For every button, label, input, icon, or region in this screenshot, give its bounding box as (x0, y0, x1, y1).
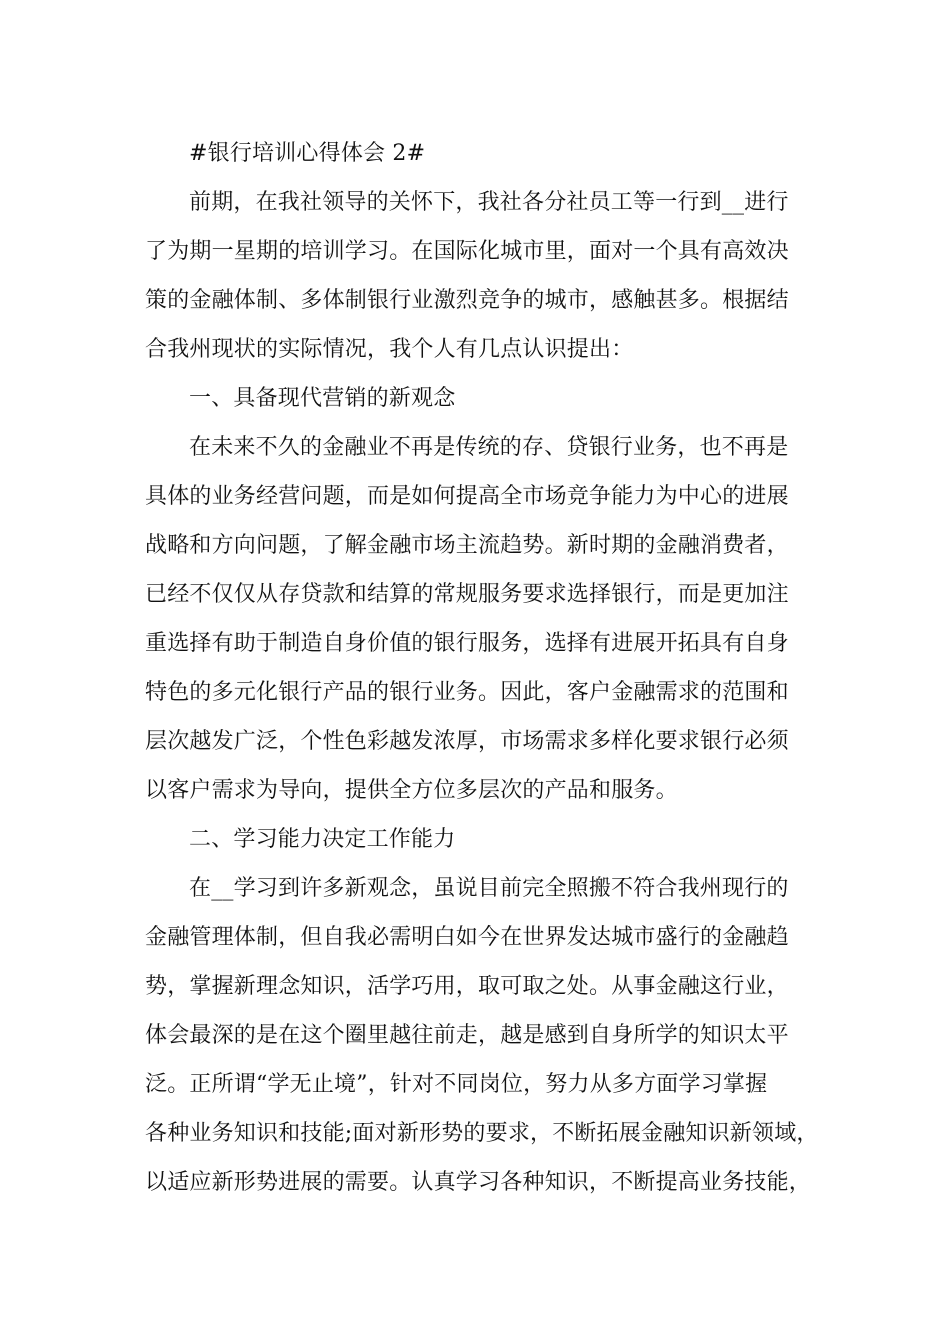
text-line: 以适应新形势进展的需要。认真学习各种知识，不断提高业务技能， (145, 1170, 812, 1195)
text-line: 合我州现状的实际情况，我个人有几点认识提出： (145, 337, 634, 362)
document-body (145, 129, 825, 1207)
text-line: 战略和方向问题，了解金融市场主流趋势。新时期的金融消费者， (145, 533, 789, 558)
paragraph-1 (145, 178, 825, 374)
text-line: 已经不仅仅从存贷款和结算的常规服务要求选择银行，而是更加注 (145, 582, 789, 607)
text-line: 策的金融体制、多体制银行业激烈竞争的城市，感触甚多。根据结 (145, 288, 789, 313)
text-line: 在未来不久的金融业不再是传统的存、贷银行业务，也不再是 (189, 435, 789, 460)
text-line: 在__学习到许多新观念，虽说目前完全照搬不符合我州现行的 (189, 876, 789, 901)
text-line: 特色的多元化银行产品的银行业务。因此，客户金融需求的范围和 (145, 680, 789, 705)
text-line: 势，掌握新理念知识，活学巧用，取可取之处。从事金融这行业， (145, 974, 789, 999)
text-line: 了为期一星期的培训学习。在国际化城市里，面对一个具有高效决 (145, 239, 789, 264)
text-line: 具体的业务经营问题，而是如何提高全市场竞争能力为中心的进展 (145, 484, 789, 509)
text-line: 体会最深的是在这个圈里越往前走，越是感到自身所学的知识太平 (145, 1023, 789, 1048)
section-heading-2: 二、学习能力决定工作能力 (189, 827, 456, 852)
text-line: 层次越发广泛，个性色彩越发浓厚，市场需求多样化要求银行必须 (145, 729, 789, 754)
text-line: 金融管理体制，但自我必需明白如今在世界发达城市盛行的金融趋 (145, 925, 789, 950)
section-heading-1: 一、具备现代营销的新观念 (189, 386, 456, 411)
text-line: 以客户需求为导向，提供全方位多层次的产品和服务。 (145, 778, 678, 803)
paragraph-3 (145, 864, 825, 1207)
text-line: 前期，在我社领导的关怀下，我社各分社员工等一行到__进行 (189, 190, 789, 215)
text-line: 重选择有助于制造自身价值的银行服务，选择有进展开拓具有自身 (145, 631, 789, 656)
document-title: #银行培训心得体会 2# (189, 141, 426, 166)
text-line: 泛。正所谓“学无止境”，针对不同岗位，努力从多方面学习掌握 (145, 1072, 768, 1097)
text-line: 各种业务知识和技能;面对新形势的要求，不断拓展金融知识新领域， (145, 1121, 819, 1146)
paragraph-2 (145, 423, 825, 815)
